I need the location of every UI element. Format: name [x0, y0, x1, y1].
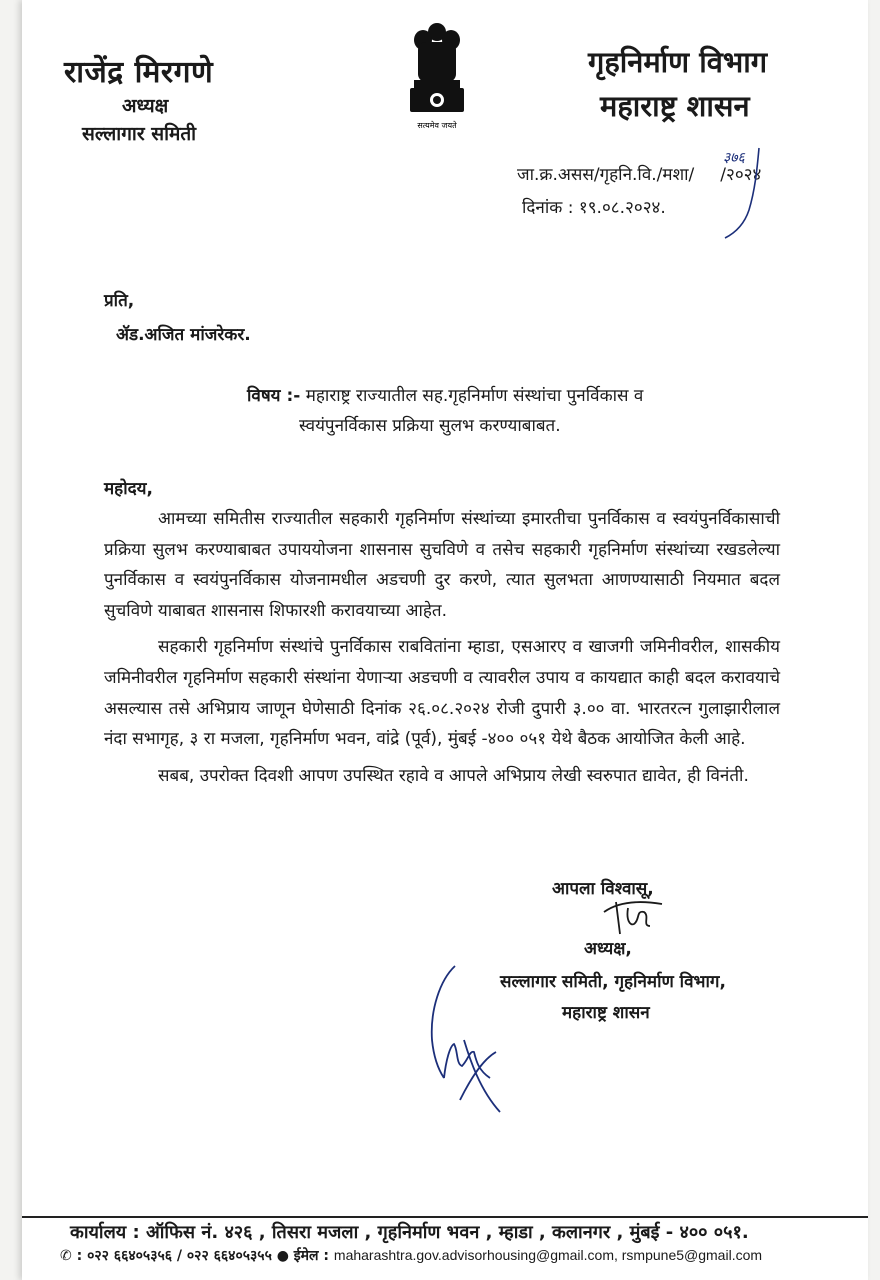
letter-body	[104, 504, 780, 797]
footer-divider	[22, 1216, 868, 1218]
closing: आपला विश्वासू,	[552, 879, 654, 899]
subject-line-2: स्वयंपुनर्विकास प्रक्रिया सुलभ करण्याबाबत.	[299, 416, 561, 436]
recipient-name: ॲड.अजित मांजरेकर.	[116, 325, 251, 345]
footer-phone: ✆ : ०२२ ६६४०५३५६ / ०२२ ६६४०५३५५ ● ईमेल :	[60, 1248, 334, 1264]
handwritten-number: ३७६	[723, 150, 745, 166]
body-paragraph-2: सहकारी गृहनिर्माण संस्थांचे पुनर्विकास राबवितांना म्हाडा, एसआरए व खाजगी जमिनीवरील, शासकीय जमिनीवरील गृहनिर्माण सहकारी संस्थांना येणाऱ्या अडचणी व त्यावरील उपाय व कायद्यात काही बदल करावयाचे असल्यास तसे अभिप्राय जाणून घेणेसाठी दिनांक २६.०८.२०२४ रोजी दुपारी ३.०० वा. भारतरत्न गुलाझारीलाल नंदा सभागृह, ३ रा मजला, गृहनिर्माण भवन, वांद्रे (पूर्व), मुंबई -४०० ०५१ येथे बैठक आयोजित केली आहे.	[104, 637, 780, 750]
recipient-label: प्रति,	[104, 291, 135, 311]
government-name: महाराष्ट्र शासन	[600, 89, 750, 123]
handwritten-reference-mark	[697, 140, 787, 240]
footer-contact	[60, 1246, 762, 1265]
state-emblem-icon	[404, 18, 470, 134]
body-paragraph-3: सबब, उपरोक्त दिवशी आपण उपस्थित रहावे व आपले अभिप्राय लेखी स्वरुपात द्यावेत, ही विनंती.	[158, 765, 749, 786]
small-signature-icon	[598, 890, 668, 940]
body-paragraph-1: आमच्या समितीस राज्यातील सहकारी गृहनिर्माण संस्थांच्या इमारतीचा पुनर्विकास व स्वयंपुनर्विकासाची प्रक्रिया सुलभ करण्याबाबत उपाययोजना शासनास सुचविणे व तसेच सहकारी गृहनिर्माण संस्थांच्या रखडलेल्या पुनर्विकास व स्वयंपुनर्विकास योजनामधील अडचणी दुर करणे, त्यात सुलभता आणण्यासाठी नियमात बदल सुचविणे याबाबत शासनास शिफारशी करावयाच्या आहेत.	[104, 509, 780, 621]
subject-line-1: महाराष्ट्र राज्यातील सह.गृहनिर्माण संस्थांचा पुनर्विकास व	[300, 386, 644, 406]
sender-committee: सल्लागार समिती	[82, 123, 197, 145]
footer-emails: maharashtra.gov.advisorhousing@gmail.com, rsmpune5@gmail.com	[333, 1247, 763, 1263]
signatory-title: अध्यक्ष,	[584, 939, 632, 959]
subject-block	[247, 381, 807, 441]
salutation: महोदय,	[104, 479, 153, 499]
reference-prefix: जा.क्र.असस/गृहनि.वि./मशा/	[517, 165, 695, 185]
ink-signature-icon	[400, 960, 520, 1120]
sender-role: अध्यक्ष	[122, 95, 169, 117]
signatory-government: महाराष्ट्र शासन	[562, 1003, 650, 1023]
subject-label: विषय :-	[247, 386, 301, 406]
reference-year: /२०२४	[720, 165, 762, 185]
sender-name: राजेंद्र मिरगणे	[64, 55, 214, 90]
footer-office-address: कार्यालय : ऑफिस नं. ४२६ , तिसरा मजला , गृहनिर्माण भवन , म्हाडा , कलानगर , मुंबई - ४०० ०५१.	[70, 1222, 749, 1243]
signatory-committee: सल्लागार समिती, गृहनिर्माण विभाग,	[500, 972, 726, 992]
letter-page	[22, 0, 868, 1280]
department-name: गृहनिर्माण विभाग	[588, 45, 768, 79]
emblem-motto: सत्यमेव जयते	[417, 121, 457, 130]
letter-date: दिनांक : १९.०८.२०२४.	[522, 198, 666, 218]
